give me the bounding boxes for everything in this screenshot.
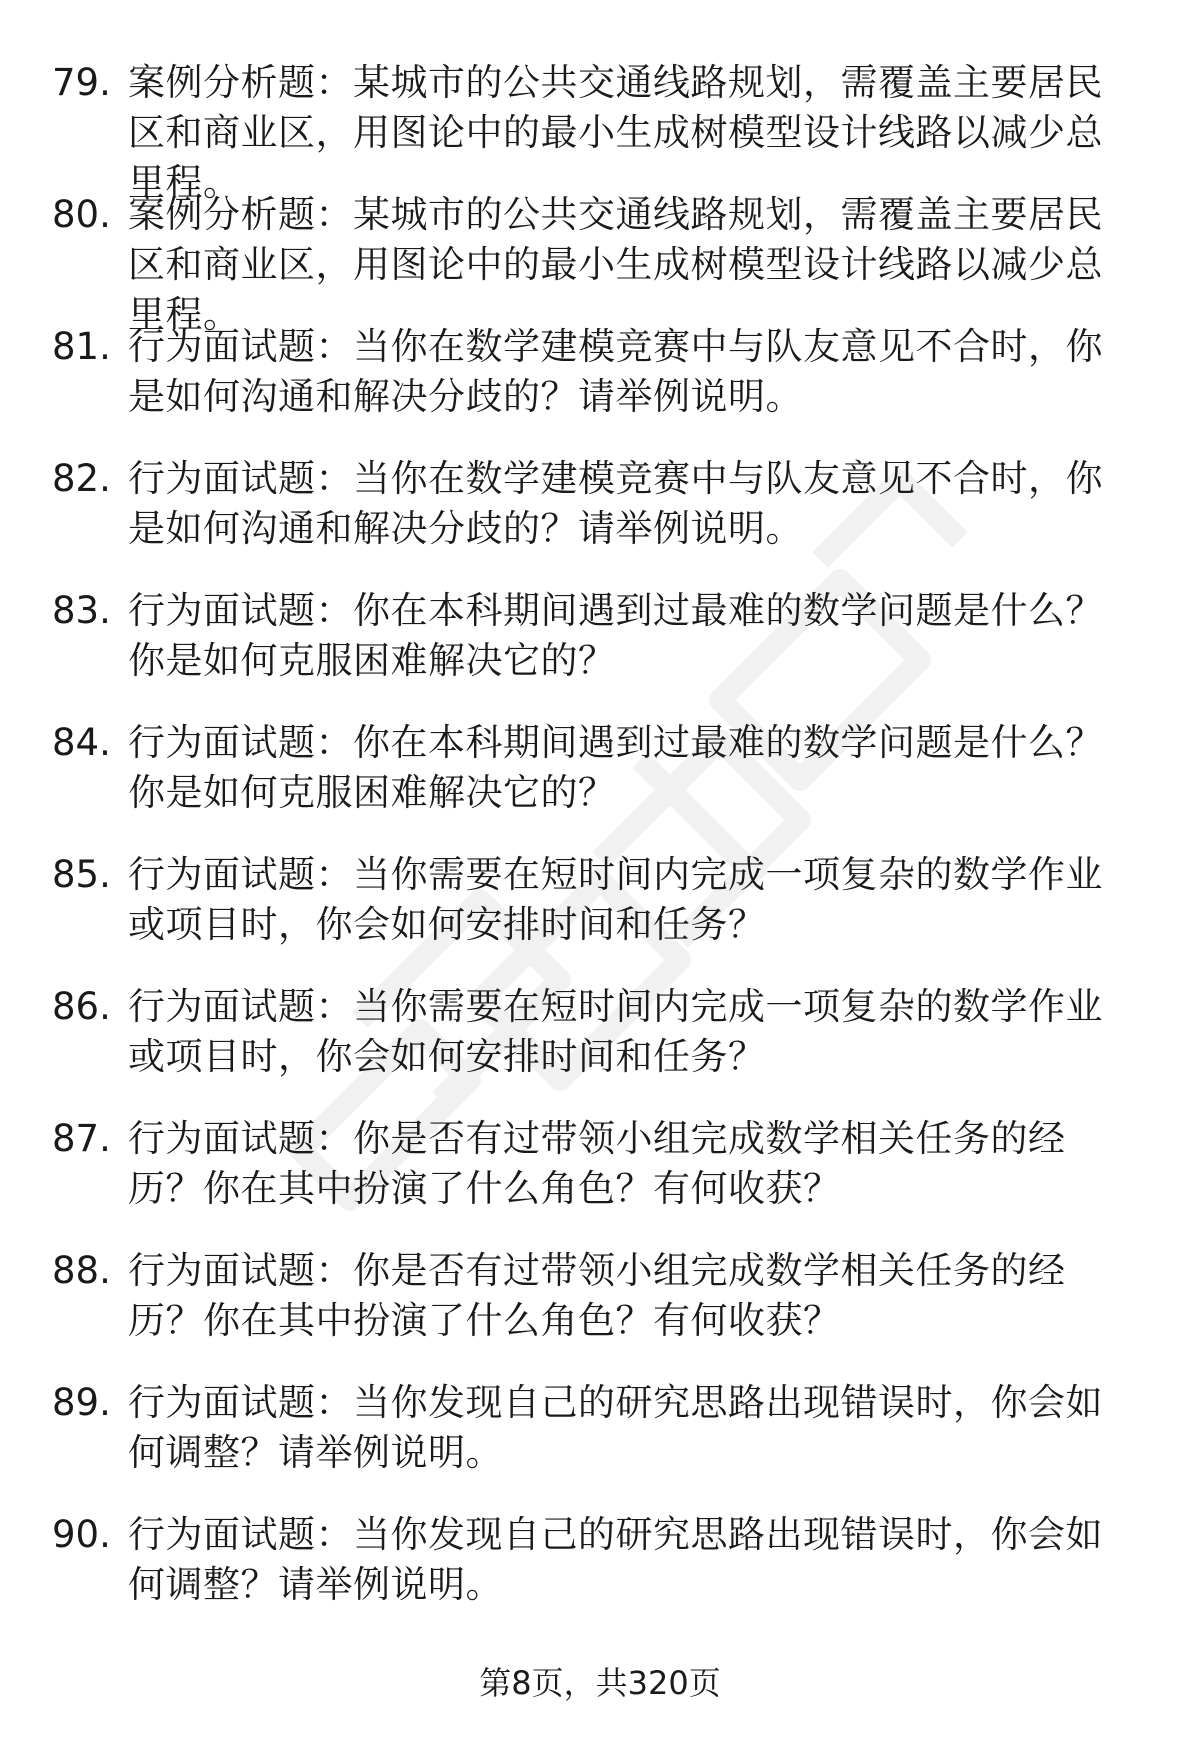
question-number: 88. [52, 1249, 111, 1292]
question-text: 行为面试题：你是否有过带领小组完成数学相关任务的经历？你在其中扮演了什么角色？有何收获？ [128, 1249, 1066, 1342]
question-text: 行为面试题：当你在数学建模竞赛中与队友意见不合时，你是如何沟通和解决分歧的？请举例说明。 [128, 457, 1103, 550]
question-text: 案例分析题：某城市的公共交通线路规划，需覆盖主要居民区和商业区，用图论中的最小生成树模型设计线路以减少总里程。 [128, 193, 1103, 336]
question-text: 行为面试题：当你发现自己的研究思路出现错误时，你会如何调整？请举例说明。 [128, 1513, 1103, 1606]
question-text: 行为面试题：你在本科期间遇到过最难的数学问题是什么？你是如何克服困难解决它的？ [128, 589, 1103, 682]
list-item [0, 982, 1200, 1114]
list-item [0, 586, 1200, 718]
question-number: 80. [52, 193, 111, 236]
question-text: 行为面试题：当你在数学建模竞赛中与队友意见不合时，你是如何沟通和解决分歧的？请举例说明。 [128, 325, 1103, 418]
question-number: 86. [52, 985, 111, 1028]
question-text: 行为面试题：当你发现自己的研究思路出现错误时，你会如何调整？请举例说明。 [128, 1381, 1103, 1474]
page-footer: 第8页，共320页 [479, 1664, 721, 1702]
question-number: 82. [52, 457, 111, 500]
list-item [0, 850, 1200, 982]
question-text: 行为面试题：你在本科期间遇到过最难的数学问题是什么？你是如何克服困难解决它的？ [128, 721, 1103, 814]
list-item [0, 454, 1200, 586]
question-number: 85. [52, 853, 111, 896]
question-number: 81. [52, 325, 111, 368]
question-number: 90. [52, 1513, 111, 1556]
list-item [0, 718, 1200, 850]
question-list [0, 58, 1200, 1642]
question-number: 83. [52, 589, 111, 632]
question-text: 行为面试题：当你需要在短时间内完成一项复杂的数学作业或项目时，你会如何安排时间和任务？ [128, 853, 1103, 946]
question-text: 案例分析题：某城市的公共交通线路规划，需覆盖主要居民区和商业区，用图论中的最小生成树模型设计线路以减少总里程。 [128, 61, 1103, 204]
question-number: 84. [52, 721, 111, 764]
list-item [0, 1114, 1200, 1246]
list-item [0, 1246, 1200, 1378]
question-text: 行为面试题：你是否有过带领小组完成数学相关任务的经历？你在其中扮演了什么角色？有何收获？ [128, 1117, 1066, 1210]
list-item [0, 1510, 1200, 1642]
list-item [0, 1378, 1200, 1510]
question-text: 行为面试题：当你需要在短时间内完成一项复杂的数学作业或项目时，你会如何安排时间和任务？ [128, 985, 1103, 1078]
question-number: 89. [52, 1381, 111, 1424]
list-item [0, 322, 1200, 454]
list-item [0, 58, 1200, 204]
list-item [0, 190, 1200, 336]
question-number: 87. [52, 1117, 111, 1160]
question-number: 79. [52, 61, 111, 104]
